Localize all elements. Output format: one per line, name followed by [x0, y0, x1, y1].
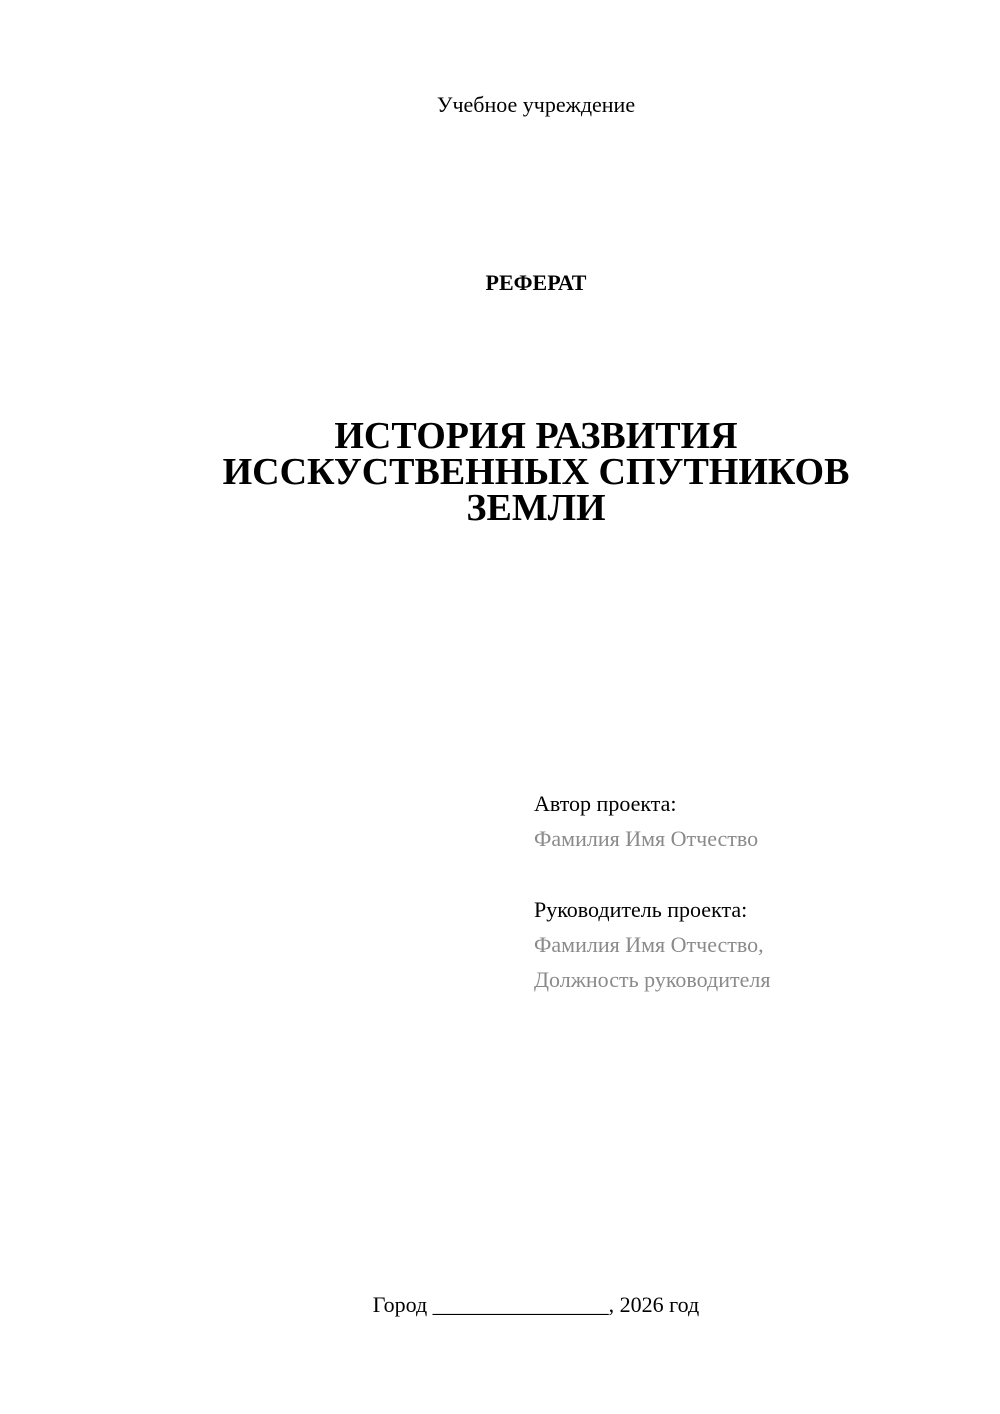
supervisor-position: Должность руководителя — [534, 967, 771, 992]
topic-line-3: ЗЕМЛИ — [466, 487, 606, 529]
credits-spacer — [534, 856, 974, 892]
supervisor-name: Фамилия Имя Отчество, — [534, 932, 764, 957]
institution-name: Учебное учреждение — [436, 92, 636, 117]
report-topic — [0, 415, 1000, 529]
document-type: РЕФЕРАТ — [485, 270, 587, 295]
credits-block — [534, 786, 974, 997]
topic-line-1: ИСТОРИЯ РАЗВИТИЯ — [334, 415, 738, 457]
city-year-line: Город ________________, 2026 год — [372, 1292, 700, 1317]
author-label: Автор проекта: — [534, 791, 677, 816]
topic-line-2: ИССКУСТВЕННЫХ СПУТНИКОВ — [222, 451, 850, 493]
author-name: Фамилия Имя Отчество — [534, 826, 759, 851]
supervisor-label: Руководитель проекта: — [534, 897, 748, 922]
